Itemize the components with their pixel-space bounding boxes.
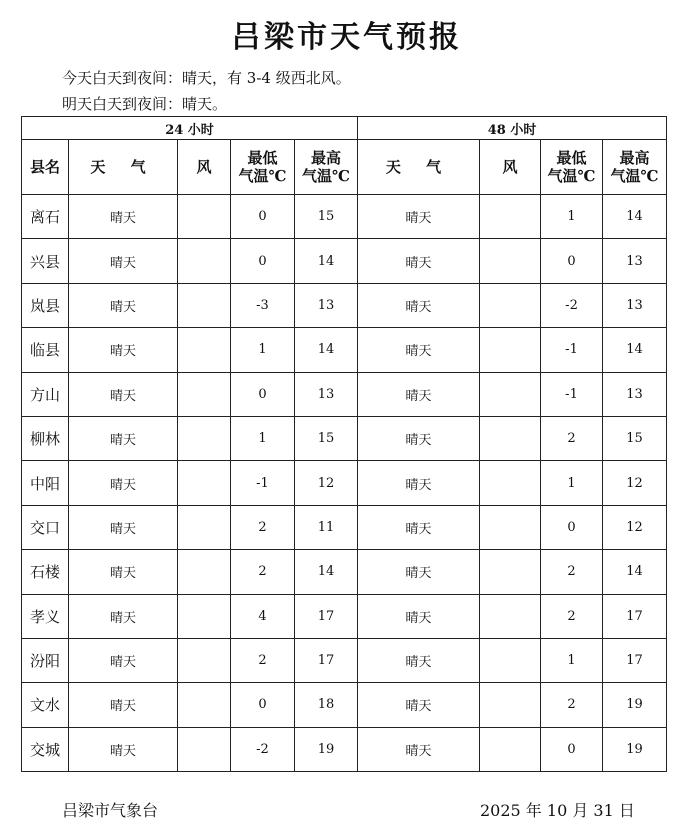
max-temp-48h-header-line1: 最高 <box>619 149 650 167</box>
wind-48h <box>480 683 541 727</box>
county-name: 兴县 <box>22 239 69 283</box>
period-48h-header: 48 小时 <box>358 117 667 140</box>
issuing-agency: 吕梁市气象台 <box>62 801 159 820</box>
wind-48h <box>480 283 541 327</box>
wind-24h <box>178 727 231 771</box>
max-temp-48h: 17 <box>603 638 667 682</box>
wind-48h <box>480 550 541 594</box>
table-row <box>22 461 667 505</box>
table-row <box>22 416 667 460</box>
wind-24h <box>178 505 231 549</box>
weather-48h: 晴天 <box>358 239 480 283</box>
column-header-row <box>22 140 667 195</box>
min-temp-24h-header-line2: 气温℃ <box>238 167 287 185</box>
wind-48h <box>480 195 541 239</box>
weather-24h: 晴天 <box>69 683 178 727</box>
table-row <box>22 550 667 594</box>
min-temp-48h: -2 <box>541 283 603 327</box>
table-row <box>22 195 667 239</box>
min-temp-24h-header-line1: 最低 <box>247 149 278 167</box>
table-row <box>22 372 667 416</box>
table-row <box>22 683 667 727</box>
weather-24h: 晴天 <box>69 328 178 372</box>
weather-48h: 晴天 <box>358 505 480 549</box>
county-name: 柳林 <box>22 416 69 460</box>
max-temp-24h: 13 <box>295 283 358 327</box>
wind-48h-column-header: 风 <box>480 140 541 195</box>
min-temp-48h: 0 <box>541 727 603 771</box>
max-temp-24h: 17 <box>295 638 358 682</box>
min-temp-24h: 0 <box>231 372 295 416</box>
min-temp-24h: 2 <box>231 505 295 549</box>
max-temp-24h: 15 <box>295 195 358 239</box>
max-temp-24h: 14 <box>295 328 358 372</box>
max-temp-48h-header-line2: 气温℃ <box>610 167 659 185</box>
table-row <box>22 505 667 549</box>
weather-24h: 晴天 <box>69 416 178 460</box>
county-name: 中阳 <box>22 461 69 505</box>
min-temp-48h: 2 <box>541 550 603 594</box>
weather-48h: 晴天 <box>358 195 480 239</box>
min-temp-48h: 1 <box>541 461 603 505</box>
wind-24h <box>178 239 231 283</box>
weather-48h: 晴天 <box>358 283 480 327</box>
weather-24h: 晴天 <box>69 727 178 771</box>
min-temp-24h-column-header <box>231 140 295 195</box>
wind-48h <box>480 505 541 549</box>
weather-24h: 晴天 <box>69 195 178 239</box>
wind-24h <box>178 683 231 727</box>
min-temp-48h: 0 <box>541 239 603 283</box>
max-temp-24h: 18 <box>295 683 358 727</box>
wind-48h <box>480 461 541 505</box>
weather-48h: 晴天 <box>358 594 480 638</box>
county-name: 临县 <box>22 328 69 372</box>
wind-48h <box>480 416 541 460</box>
min-temp-48h: -1 <box>541 328 603 372</box>
wind-24h <box>178 283 231 327</box>
min-temp-48h: -1 <box>541 372 603 416</box>
max-temp-48h: 13 <box>603 283 667 327</box>
min-temp-48h: 2 <box>541 416 603 460</box>
min-temp-48h-header-line1: 最低 <box>556 149 587 167</box>
max-temp-24h: 14 <box>295 239 358 283</box>
weather-48h: 晴天 <box>358 416 480 460</box>
max-temp-24h: 17 <box>295 594 358 638</box>
weather-48h: 晴天 <box>358 372 480 416</box>
max-temp-48h: 12 <box>603 505 667 549</box>
max-temp-24h: 14 <box>295 550 358 594</box>
max-temp-48h: 15 <box>603 416 667 460</box>
min-temp-48h: 1 <box>541 638 603 682</box>
max-temp-48h: 17 <box>603 594 667 638</box>
max-temp-48h: 19 <box>603 727 667 771</box>
max-temp-24h: 11 <box>295 505 358 549</box>
min-temp-48h: 1 <box>541 195 603 239</box>
weather-24h: 晴天 <box>69 461 178 505</box>
min-temp-24h: -2 <box>231 727 295 771</box>
max-temp-48h: 14 <box>603 328 667 372</box>
wind-48h <box>480 372 541 416</box>
max-temp-24h: 15 <box>295 416 358 460</box>
max-temp-48h-column-header <box>603 140 667 195</box>
min-temp-24h: 1 <box>231 328 295 372</box>
max-temp-24h-header-line2: 气温℃ <box>302 167 350 185</box>
weather-24h: 晴天 <box>69 239 178 283</box>
weather-48h-column-header: 天 气 <box>358 140 480 195</box>
summary-tomorrow: 明天白天到夜间：晴天。 <box>62 95 228 113</box>
county-name: 方山 <box>22 372 69 416</box>
max-temp-48h: 12 <box>603 461 667 505</box>
max-temp-24h: 19 <box>295 727 358 771</box>
wind-24h <box>178 594 231 638</box>
table-row <box>22 239 667 283</box>
wind-48h <box>480 727 541 771</box>
max-temp-48h: 14 <box>603 550 667 594</box>
page-title: 吕梁市天气预报 <box>231 20 462 55</box>
weather-24h: 晴天 <box>69 594 178 638</box>
weather-48h: 晴天 <box>358 727 480 771</box>
wind-24h <box>178 372 231 416</box>
max-temp-48h: 19 <box>603 683 667 727</box>
weather-24h: 晴天 <box>69 372 178 416</box>
min-temp-24h: -3 <box>231 283 295 327</box>
max-temp-24h-column-header <box>295 140 358 195</box>
max-temp-48h: 13 <box>603 239 667 283</box>
min-temp-24h: 4 <box>231 594 295 638</box>
wind-24h <box>178 638 231 682</box>
issue-date: 2025 年 10 月 31 日 <box>480 801 635 820</box>
weather-24h: 晴天 <box>69 505 178 549</box>
wind-24h <box>178 461 231 505</box>
min-temp-24h: -1 <box>231 461 295 505</box>
wind-48h <box>480 239 541 283</box>
min-temp-24h: 1 <box>231 416 295 460</box>
weather-48h: 晴天 <box>358 461 480 505</box>
table-row <box>22 594 667 638</box>
weather-24h-column-header: 天 气 <box>69 140 178 195</box>
county-name: 文水 <box>22 683 69 727</box>
county-name: 岚县 <box>22 283 69 327</box>
wind-24h <box>178 550 231 594</box>
table-row <box>22 328 667 372</box>
weather-48h: 晴天 <box>358 328 480 372</box>
weather-24h: 晴天 <box>69 283 178 327</box>
min-temp-24h: 0 <box>231 195 295 239</box>
wind-48h <box>480 594 541 638</box>
weather-24h: 晴天 <box>69 550 178 594</box>
max-temp-48h: 14 <box>603 195 667 239</box>
forecast-table <box>21 116 667 772</box>
weather-24h: 晴天 <box>69 638 178 682</box>
min-temp-48h-column-header <box>541 140 603 195</box>
county-name: 孝义 <box>22 594 69 638</box>
table-row <box>22 727 667 771</box>
max-temp-24h: 12 <box>295 461 358 505</box>
wind-24h <box>178 328 231 372</box>
min-temp-24h: 2 <box>231 550 295 594</box>
weather-48h: 晴天 <box>358 683 480 727</box>
wind-24h-column-header: 风 <box>178 140 231 195</box>
min-temp-48h: 0 <box>541 505 603 549</box>
max-temp-24h-header-line1: 最高 <box>311 149 342 167</box>
county-name: 石楼 <box>22 550 69 594</box>
min-temp-48h-header-line2: 气温℃ <box>547 167 596 185</box>
table-row <box>22 283 667 327</box>
weather-48h: 晴天 <box>358 550 480 594</box>
period-header-row <box>22 117 667 140</box>
county-name: 交城 <box>22 727 69 771</box>
period-24h-header: 24 小时 <box>22 117 358 140</box>
wind-24h <box>178 416 231 460</box>
max-temp-48h: 13 <box>603 372 667 416</box>
max-temp-24h: 13 <box>295 372 358 416</box>
min-temp-48h: 2 <box>541 683 603 727</box>
min-temp-24h: 2 <box>231 638 295 682</box>
table-row <box>22 638 667 682</box>
wind-48h <box>480 638 541 682</box>
county-column-header: 县名 <box>22 140 69 195</box>
wind-48h <box>480 328 541 372</box>
min-temp-24h: 0 <box>231 683 295 727</box>
county-name: 交口 <box>22 505 69 549</box>
summary-today: 今天白天到夜间：晴天，有 3-4 级西北风。 <box>62 69 351 87</box>
min-temp-48h: 2 <box>541 594 603 638</box>
wind-24h <box>178 195 231 239</box>
county-name: 汾阳 <box>22 638 69 682</box>
county-name: 离石 <box>22 195 69 239</box>
min-temp-24h: 0 <box>231 239 295 283</box>
weather-48h: 晴天 <box>358 638 480 682</box>
